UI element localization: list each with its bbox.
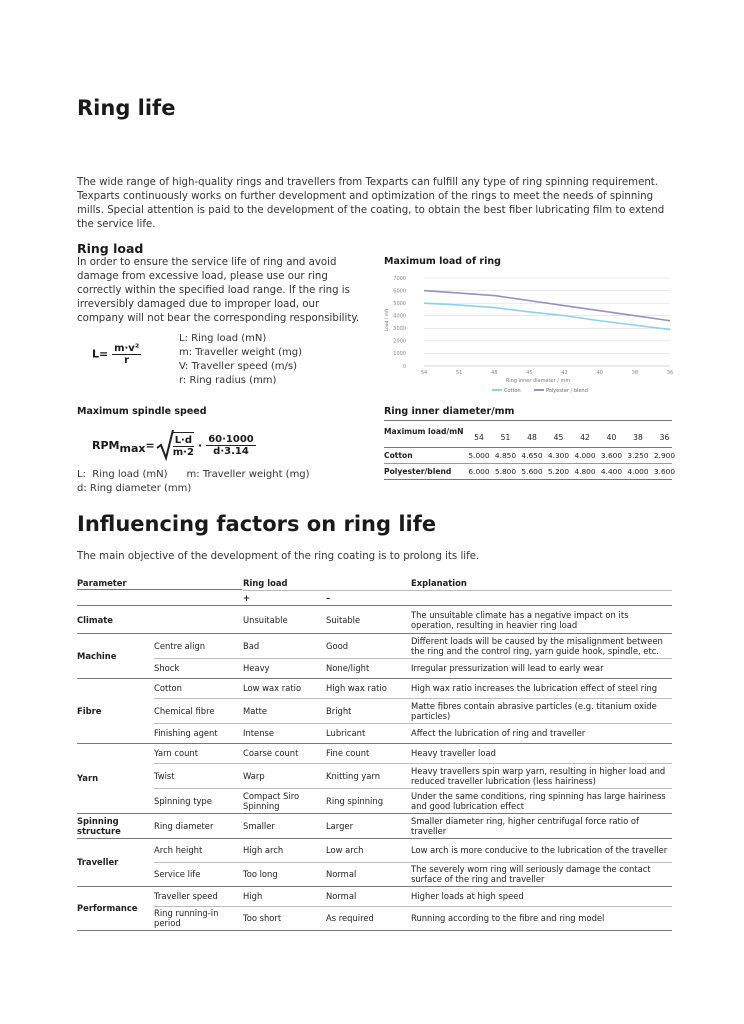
row-minus-value: Normal (326, 891, 357, 901)
row-explanation: High wax ratio increases the lubrication effect of steel ring (411, 683, 658, 693)
spindle-speed-formula (92, 428, 256, 462)
col-head-minus: – (326, 593, 331, 603)
diam-row-label: Cotton (384, 451, 413, 460)
row-plus-value: Too short (243, 913, 282, 923)
rpm-subscript: max (119, 441, 146, 455)
row-plus-value: Heavy (243, 663, 270, 673)
chart-xtick-label: 36 (666, 370, 674, 376)
intro-paragraph: The wide range of high-quality rings and travellers from Texparts can fulfill any type of ring spinning requirement. Texparts continuously works on further development and optimization of the rings to meet the needs of spinning mills. Special attention is paid to the development of the coating, to obtain the best fiber lubricating film to extend the service life. (77, 177, 665, 230)
chart-xtick-label: 45 (526, 370, 533, 376)
legend-line: L: Ring load (mN) (179, 333, 267, 344)
row-plus-value: High (243, 891, 263, 901)
diam-cell: 4.000 (574, 451, 596, 460)
diam-cell: 3.600 (653, 467, 676, 476)
chart-xlabel: Ring inner diameter / mm (505, 378, 571, 384)
rpm-label: RPM (92, 438, 120, 452)
chart-xtick-label: 48 (491, 370, 498, 376)
diam-cell: 4.400 (600, 467, 623, 476)
row-sub-parameter: Ring running-in period (154, 908, 219, 928)
row-plus-value: Low wax ratio (243, 683, 302, 693)
row-minus-value: Lubricant (326, 728, 366, 738)
col-head-parameter: Parameter (77, 578, 127, 588)
chart-ytick-label: 7000 (393, 275, 406, 282)
row-group-label: Spinning structure (77, 815, 121, 836)
row-sub-parameter: Twist (154, 770, 175, 781)
page-title: Ring life (77, 96, 176, 120)
diam-cell: 4.300 (547, 451, 570, 460)
ring-load-legend (179, 332, 302, 388)
chart-ytick-label: 5000 (393, 300, 406, 307)
row-sub-parameter: Chemical fibre (154, 705, 215, 716)
diam-row-label: Polyester/blend (384, 467, 452, 476)
diam-col-header: 40 (606, 433, 617, 442)
chart-legend-label: Polyester / blend (546, 388, 588, 394)
row-minus-value: Good (326, 640, 349, 651)
equals-sign: = (145, 438, 155, 452)
row-minus-value: None/light (326, 663, 370, 673)
row-group-label: Traveller (77, 857, 119, 867)
formula-denominator: r (124, 355, 130, 366)
row-plus-value: Unsuitable (243, 614, 288, 625)
diam-col-header: 48 (527, 433, 537, 442)
col-head-ring-load: Ring load (243, 578, 288, 588)
diam-col-header: 45 (553, 433, 564, 442)
row-sub-parameter: Shock (154, 663, 180, 673)
diam-col-header: 51 (500, 433, 511, 442)
row-minus-value: High wax ratio (326, 683, 387, 693)
chart-ytick-label: 1000 (393, 351, 406, 358)
row-plus-value: Matte (243, 705, 268, 716)
row-minus-value: As required (326, 913, 374, 923)
legend-line: m: Traveller weight (mg) (179, 347, 303, 358)
diam-col-header: 36 (659, 433, 670, 442)
row-sub-parameter: Cotton (154, 683, 182, 693)
row-explanation: The unsuitable climate has a negative impact on its operation, resulting in heavier ring load (411, 609, 629, 630)
row-group-label: Yarn (77, 773, 99, 783)
legend-line: r: Ring radius (mm) (179, 375, 277, 386)
row-group-label: Fibre (77, 705, 102, 716)
row-plus-value: Coarse count (243, 748, 299, 758)
diam-col-header: 38 (633, 433, 643, 442)
max-load-chart (380, 270, 675, 400)
influence-intro: The main objective of the development of the ring coating is to prolong its life. (77, 551, 480, 562)
diam-cell: 5.000 (468, 451, 490, 460)
chart-ylabel: Load / mN (385, 308, 390, 332)
multiply-dot: · (198, 438, 203, 452)
diam-table (384, 420, 676, 480)
frac-numerator: 60·1000 (208, 433, 254, 445)
row-minus-value: Ring spinning (326, 795, 384, 806)
row-sub-parameter: Centre align (154, 640, 206, 651)
row-explanation: Under the same conditions, ring spinning has large hairiness and good lubrication effect (411, 790, 666, 811)
row-minus-value: Knitting yarn (326, 770, 380, 781)
row-explanation: Higher loads at high speed (411, 891, 524, 901)
chart-ytick-label: 2000 (393, 338, 406, 345)
col-head-plus: + (243, 593, 251, 603)
row-sub-parameter: Yarn count (154, 748, 198, 758)
chart-ytick-label: 0 (402, 363, 406, 370)
diam-table-title: Ring inner diameter/mm (384, 406, 515, 417)
influence-title: Influencing factors on ring life (77, 512, 437, 536)
diam-cell: 3.600 (600, 451, 623, 460)
chart-xtick-label: 42 (561, 370, 568, 376)
row-sub-parameter: Service life (154, 869, 201, 879)
ring-load-paragraph: In order to ensure the service life of ring and avoid damage from excessive load, please use our ring correctly within the specified load range. If the ring is irreversibly damaged due to improper load, our company will not bear the corresponding responsibility. (77, 257, 360, 324)
row-explanation: Low arch is more conducive to the lubrication of the traveller (411, 845, 668, 855)
formula-numerator: m·v² (114, 343, 140, 354)
row-explanation: Affect the lubrication of ring and traveller (411, 728, 586, 738)
ring-load-heading: Ring load (77, 241, 144, 256)
diam-cell: 4.800 (574, 467, 596, 476)
diam-col-header: 42 (580, 433, 590, 442)
col-head-explanation: Explanation (411, 578, 467, 588)
row-explanation: Different loads will be caused by the misalignment between the ring and the control ring, yarn guide hook, spindle, etc. (411, 635, 663, 656)
chart-ytick-label: 6000 (393, 288, 406, 295)
row-explanation: Running according to the fibre and ring model (411, 913, 605, 923)
diam-cell: 2.900 (653, 451, 676, 460)
formula-lhs: L= (92, 347, 109, 361)
row-minus-value: Low arch (326, 845, 364, 855)
row-plus-value: Compact Siro Spinning (243, 790, 300, 811)
spindle-legend-line: d: Ring diameter (mm) (77, 483, 192, 494)
row-minus-value: Normal (326, 869, 357, 879)
diam-cell: 4.650 (521, 451, 543, 460)
row-plus-value: Warp (243, 770, 265, 781)
row-explanation: Irregular pressurization will lead to early wear (411, 663, 604, 673)
row-minus-value: Fine count (326, 748, 370, 758)
diam-cell: 5.200 (547, 467, 570, 476)
row-plus-value: Bad (243, 640, 260, 651)
spindle-speed-heading: Maximum spindle speed (77, 406, 207, 417)
row-explanation: The severely worn ring will seriously damage the contact surface of the ring and traveller (411, 864, 651, 884)
diam-cell: 4.000 (627, 467, 649, 476)
row-minus-value: Suitable (326, 614, 361, 625)
chart-xtick-label: 40 (596, 370, 603, 376)
chart-xtick-label: 54 (420, 370, 428, 376)
chart-xtick-label: 51 (455, 370, 463, 376)
row-explanation: Matte fibres contain abrasive particles (e.g. titanium oxide particles) (411, 700, 657, 721)
diam-cell: 3.250 (627, 451, 649, 460)
spindle-legend-line: L: Ring load (mN) m: Traveller weight (mg) (77, 469, 310, 480)
diam-cell: 4.850 (494, 451, 517, 460)
row-sub-parameter: Spinning type (154, 795, 212, 806)
row-explanation: Smaller diameter ring, higher centrifugal force ratio of traveller (411, 815, 639, 836)
chart-series-line (424, 303, 670, 329)
row-minus-value: Larger (326, 820, 354, 831)
chart-ytick-label: 4000 (393, 313, 406, 320)
diam-table-header-label: Maximum load/mN (384, 427, 464, 436)
row-plus-value: Intense (243, 728, 275, 738)
chart-legend-label: Cotton (504, 388, 521, 394)
row-sub-parameter: Traveller speed (154, 891, 218, 901)
row-group-label: Climate (77, 614, 113, 625)
row-group-label: Performance (77, 903, 138, 913)
row-sub-parameter: Ring diameter (154, 820, 214, 831)
row-sub-parameter: Arch height (154, 845, 203, 855)
ring-load-formula (92, 343, 141, 366)
row-explanation: Heavy traveller load (411, 748, 496, 758)
chart-xtick-label: 38 (631, 370, 639, 376)
root-denominator: m·2 (172, 447, 194, 458)
row-plus-value: Smaller (243, 820, 275, 831)
frac-denominator: d·3.14 (213, 445, 249, 457)
diam-cell: 6.000 (468, 467, 490, 476)
row-minus-value: Bright (326, 705, 352, 716)
diam-col-header: 54 (474, 433, 484, 442)
row-plus-value: Too long (243, 869, 278, 879)
legend-line: V: Traveller speed (m/s) (179, 361, 298, 372)
row-plus-value: High arch (243, 845, 284, 855)
sqrt-icon (155, 428, 175, 462)
row-sub-parameter: Finishing agent (154, 728, 218, 738)
row-explanation: Heavy travellers spin warp yarn, resulting in higher load and reduced traveller lubrication (less hairiness) (411, 765, 666, 786)
chart-title: Maximum load of ring (384, 256, 501, 267)
row-group-label: Machine (77, 650, 117, 661)
diam-cell: 5.800 (494, 467, 517, 476)
diam-cell: 5.600 (521, 467, 543, 476)
root-numerator: L·d (174, 435, 193, 446)
chart-ytick-label: 3000 (393, 326, 406, 333)
